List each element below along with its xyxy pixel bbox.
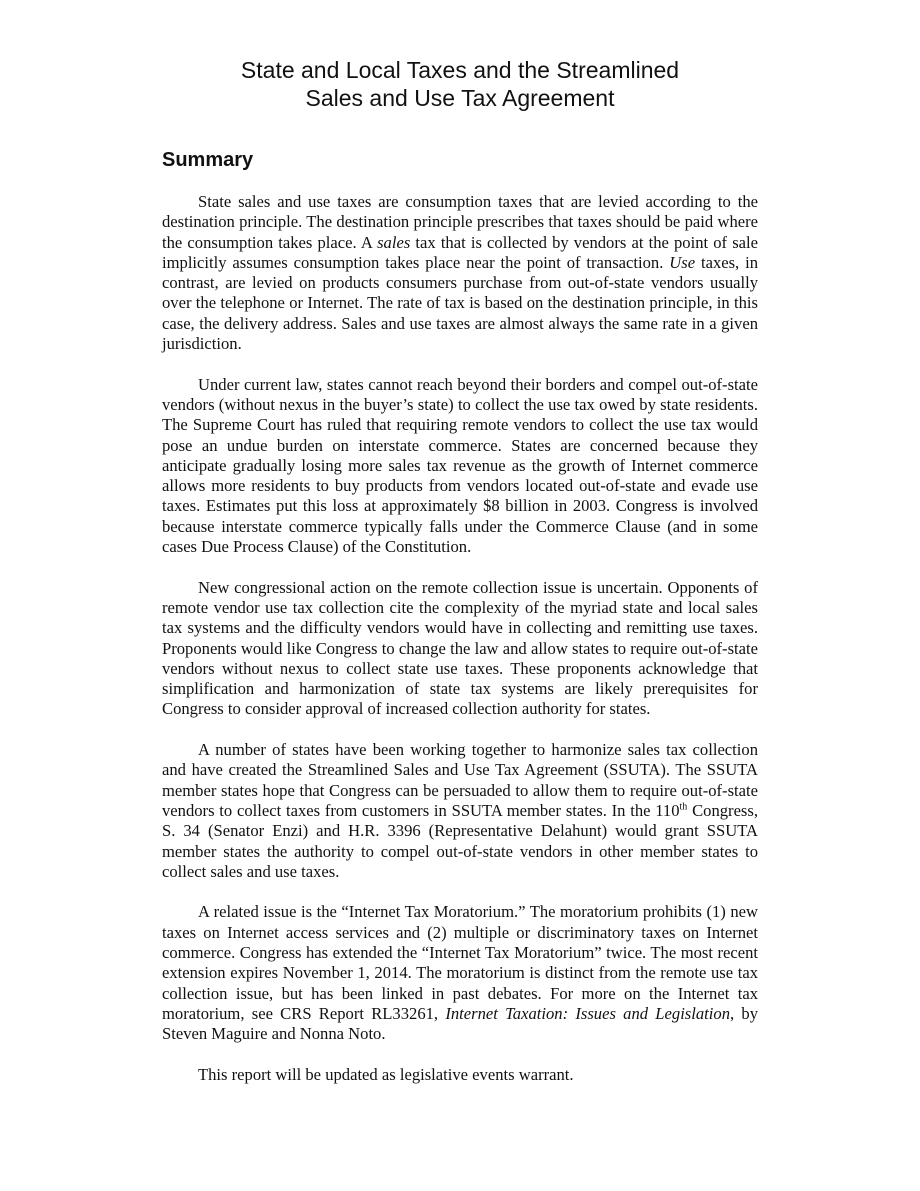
document-title-line-2: Sales and Use Tax Agreement — [305, 85, 615, 111]
ordinal-superscript: th — [679, 801, 688, 813]
summary-paragraph-1: State sales and use taxes are consumption taxes that are levied according to the destination principle. The destination principle prescribes that taxes should be paid where the consumption takes place. A sales tax that is collected by vendors at the point of sale implicitly assumes consumption takes place near the point of transaction. Use taxes, in contrast, are levied on products consumers purchase from out-of-state vendors usually over the telephone or Internet. The rate of tax is based on the destination principle, in this case, the delivery address. Sales and use taxes are almost always the same rate in a given jurisdiction. — [162, 192, 759, 354]
report-title-italic: Internet Taxation: Issues and Legislation — [445, 1003, 730, 1023]
document-title-line-1: State and Local Taxes and the Streamlined — [240, 57, 680, 83]
summary-paragraph-6: This report will be updated as legislative events warrant. — [198, 1064, 574, 1084]
sales-emphasis: sales — [377, 232, 411, 252]
document-title — [162, 56, 758, 112]
summary-body — [162, 192, 758, 1085]
summary-paragraph-5: A related issue is the “Internet Tax Moratorium.” The moratorium prohibits (1) new taxes on Internet access services and (2) multiple or discriminatory taxes on Internet commerce. Congress has extended the “Internet Tax Moratorium” twice. The most recent extension expires November 1, 2014. The moratorium is distinct from the remote use tax collection issue, but has been linked in past debates. For more on the Internet tax moratorium, see CRS Report RL33261, Internet Taxation: Issues and Legislation, by Steven Maguire and Nonna Noto. — [162, 902, 758, 1044]
summary-paragraph-2: Under current law, states cannot reach beyond their borders and compel out-of-state vendors (without nexus in the buyer’s state) to collect the use tax owed by state residents. The Supreme Court has ruled that requiring remote vendors to collect the use tax would pose an undue burden on interstate commerce. States are concerned because they anticipate gradually losing more sales tax revenue as the growth of Internet commerce allows more residents to buy products from vendors located out-of-state and evade use taxes. Estimates put this loss at approximately $8 billion in 2003. Congress is involved because interstate commerce typically falls under the Commerce Clause (and in some cases Due Process Clause) of the Constitution. — [162, 374, 758, 557]
use-emphasis: Use — [669, 252, 696, 272]
summary-paragraph-4: A number of states have been working together to harmonize sales tax collection and have created the Streamlined Sales and Use Tax Agreement (SSUTA). The SSUTA member states hope that Congress can be persuaded to allow them to require out-of-state vendors to collect taxes from customers in SSUTA member states. In the 110th Congress, S. 34 (Senator Enzi) and H.R. 3396 (Representative Delahunt) would grant SSUTA member states the authority to compel out-of-state vendors in other member states to collect sales and use taxes. — [162, 740, 758, 881]
summary-paragraph-3: New congressional action on the remote collection issue is uncertain. Opponents of remote vendor use tax collection cite the complexity of the myriad state and local sales tax systems and the difficulty vendors would have in collecting and remitting use taxes. Proponents would like Congress to change the law and allow states to require out-of-state vendors without nexus to collect state use taxes. These proponents acknowledge that simplification and harmonization of state tax systems are likely prerequisites for Congress to consider approval of increased collection authority for states. — [162, 577, 758, 719]
summary-heading: Summary — [162, 149, 254, 171]
